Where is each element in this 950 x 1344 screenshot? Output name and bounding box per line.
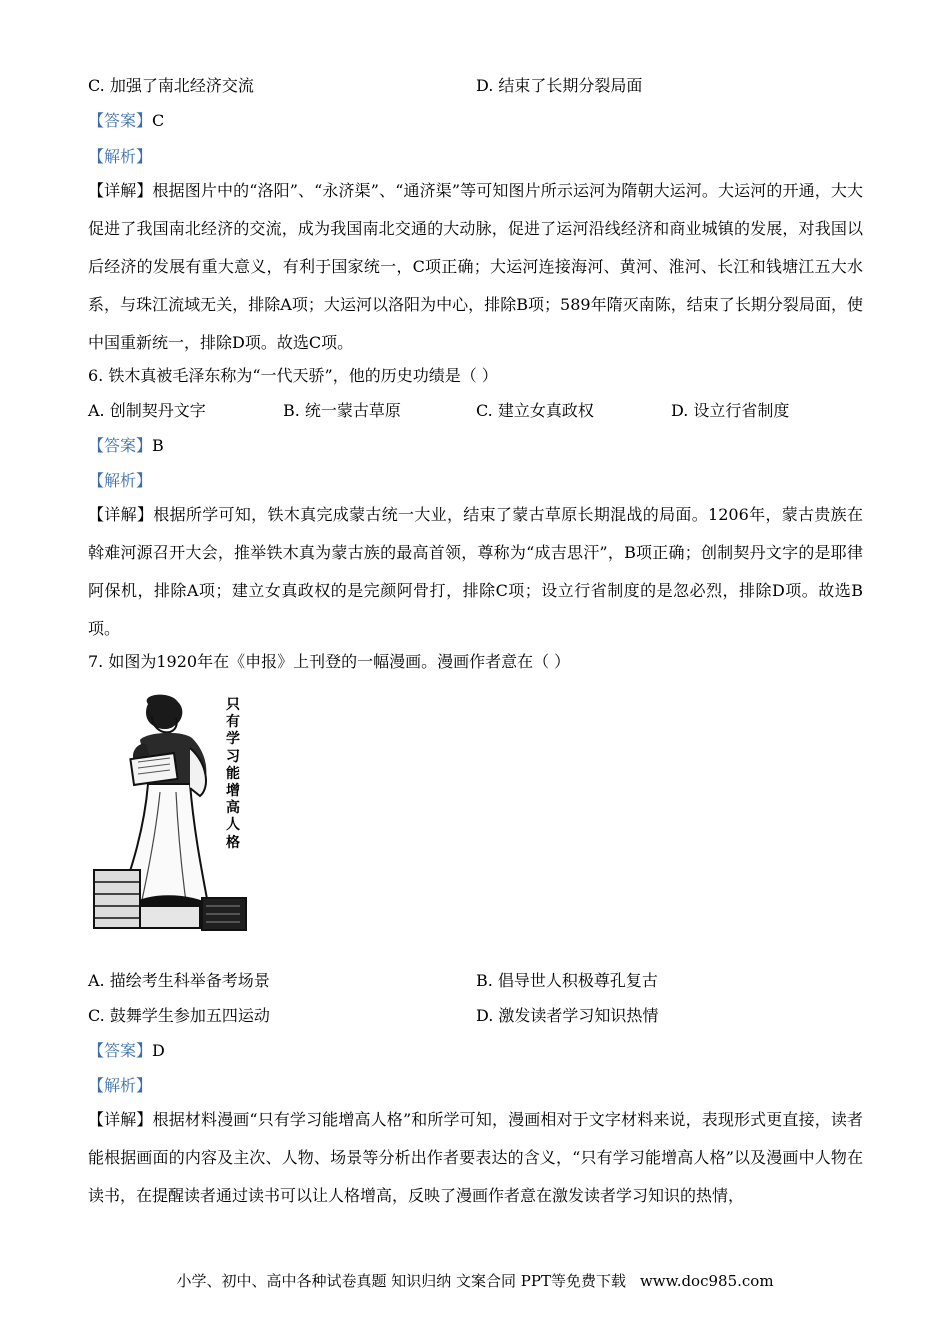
footer-url[interactable]: www.doc985.com — [639, 1272, 774, 1290]
q6-option-d: D. 设立行省制度 — [671, 401, 790, 420]
detail-tag: 【详解】 — [88, 1110, 153, 1129]
q6-analysis-line — [88, 471, 152, 491]
detail-tag: 【详解】 — [88, 181, 153, 200]
q5-answer: C — [152, 111, 165, 130]
q5-option-c: C. 加强了南北经济交流 — [88, 76, 254, 95]
q5-detail-paragraph — [88, 172, 863, 362]
q5-detail-text: 根据图片中的“洛阳”、“永济渠”、“通济渠”等可知图片所示运河为隋朝大运河。大运河的开通，大大促进了我国南北经济的交流，成为我国南北交通的大动脉，促进了运河沿线经济和商业城镇的发展，对我国以后经济的发展有重大意义，有利于国家统一，C项正确；大运河连接海河、黄河、淮河、长江和钱塘江五大水系，与珠江流域无关，排除A项；大运河以洛阳为中心，排除B项；589年隋灭南陈，结束了长期分裂局面，使中国重新统一，排除D项。故选C项。 — [88, 181, 863, 352]
q5-answer-line — [88, 111, 164, 131]
answer-tag: 【答案】 — [88, 111, 153, 130]
q6-option-c: C. 建立女真政权 — [476, 401, 594, 420]
answer-tag: 【答案】 — [88, 1041, 153, 1060]
q6-detail-text: 根据所学可知，铁木真完成蒙古统一大业，结束了蒙古草原长期混战的局面。1206年，蒙古贵族在斡难河源召开大会，推举铁木真为蒙古族的最高首领，尊称为“成吉思汗”，B项正确；创制契丹文字的是耶律阿保机，排除A项；建立女真政权的是完颜阿骨打，排除C项；设立行省制度的是忽必烈，排除D项。故选B项。 — [88, 505, 863, 638]
answer-tag: 【答案】 — [88, 436, 153, 455]
q6-answer: B — [152, 436, 164, 455]
q7-option-b: B. 倡导世人积极尊孔复古 — [476, 971, 658, 990]
q6-option-a: A. 创制契丹文字 — [88, 401, 206, 420]
q7-answer: D — [152, 1041, 165, 1060]
q7-detail-paragraph — [88, 1101, 863, 1215]
analysis-tag: 【解析】 — [88, 147, 153, 166]
q6-answer-line — [88, 436, 164, 456]
q7-analysis-line — [88, 1076, 152, 1096]
comic-caption: 只有学习能增高人格 — [226, 697, 240, 851]
detail-tag: 【详解】 — [88, 505, 154, 524]
q6-detail-paragraph — [88, 496, 863, 648]
q6-option-b: B. 统一蒙古草原 — [283, 401, 401, 420]
q5-analysis-line — [88, 147, 152, 167]
footer-text: 小学、初中、高中各种试卷真题 知识归纳 文案合同 PPT等免费下载 — [176, 1272, 626, 1290]
q7-question: 7. 如图为1920年在《申报》上刊登的一幅漫画。漫画作者意在（ ） — [88, 652, 571, 671]
page-footer — [0, 1270, 950, 1291]
analysis-tag: 【解析】 — [88, 471, 153, 490]
analysis-tag: 【解析】 — [88, 1076, 153, 1095]
q7-option-a: A. 描绘考生科举备考场景 — [88, 971, 270, 990]
q7-option-d: D. 激发读者学习知识热情 — [476, 1006, 659, 1025]
q6-question: 6. 铁木真被毛泽东称为“一代天骄”，他的历史功绩是（ ） — [88, 366, 498, 385]
q7-detail-text: 根据材料漫画“只有学习能增高人格”和所学可知，漫画相对于文字材料来说，表现形式更直接，读者能根据画面的内容及主次、人物、场景等分析出作者要表达的含义，“只有学习能增高人格”以及漫画中人物在读书，在提醒读者通过读书可以让人格增高，反映了漫画作者意在激发读者学习知识的热情， — [88, 1110, 863, 1205]
q7-option-c: C. 鼓舞学生参加五四运动 — [88, 1006, 270, 1025]
q7-answer-line — [88, 1041, 165, 1061]
q5-option-d: D. 结束了长期分裂局面 — [476, 76, 643, 95]
